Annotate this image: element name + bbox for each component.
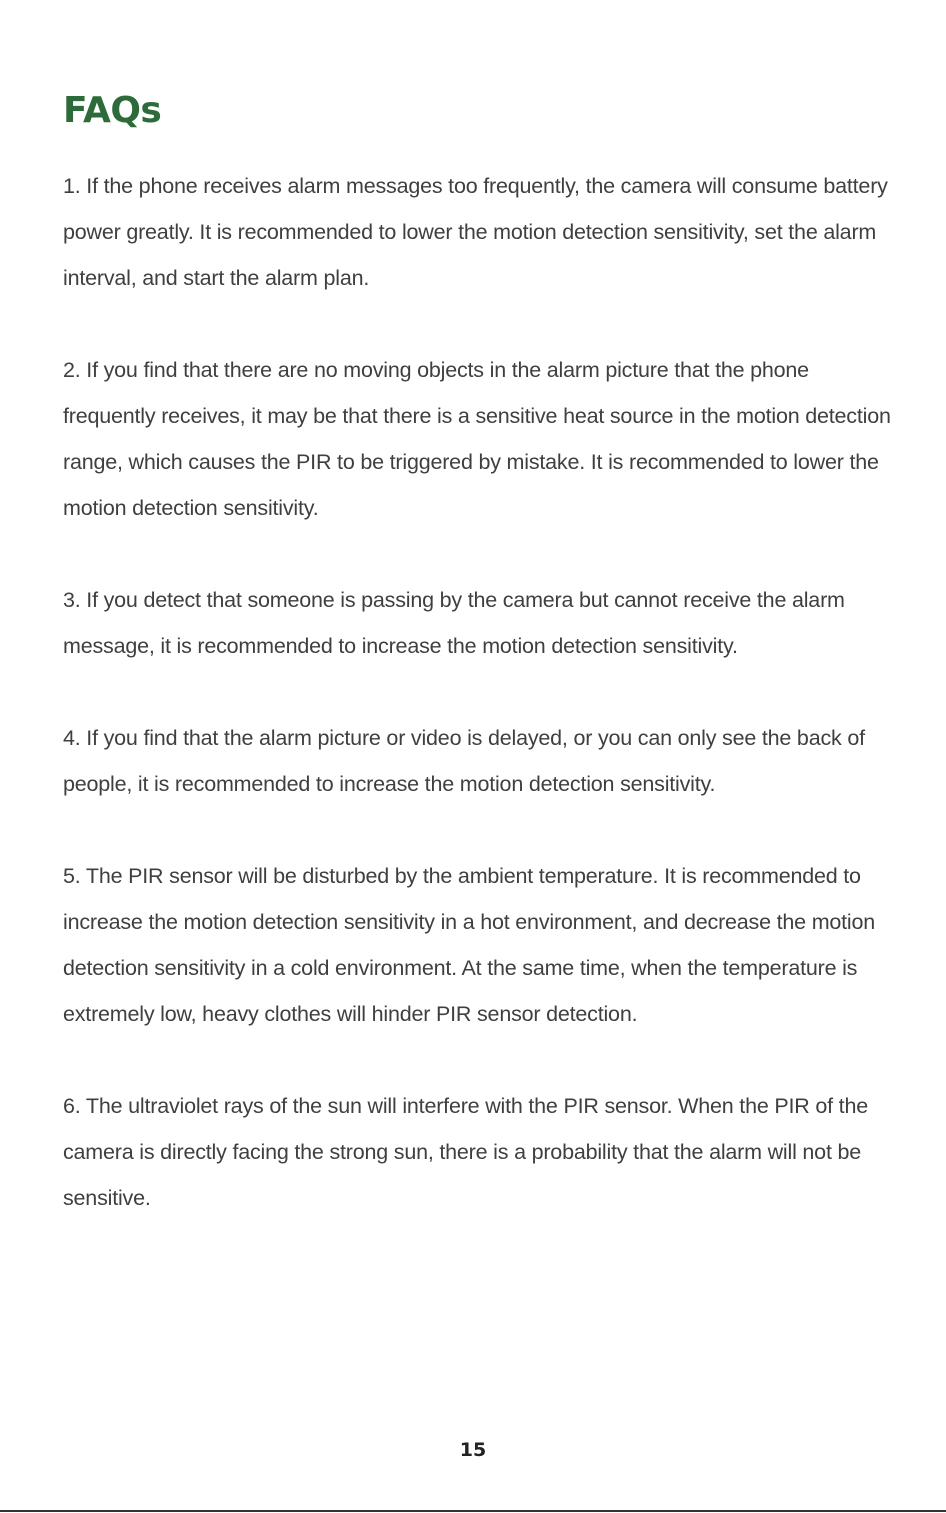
page-title: FAQs: [63, 90, 162, 131]
faq-item-5: 5. The PIR sensor will be disturbed by the ambient temperature. It is recommended to increase the motion detection sensitivity in a hot environment, and decrease the motion detection sensitivity in a cold environment. At the same time, when the temperature is extremely low, heavy clothes will hinder PIR sensor detection.: [63, 864, 876, 1026]
bottom-divider: [0, 1510, 946, 1512]
faq-item-4: 4. If you find that the alarm picture or video is delayed, or you can only see the back of people, it is recommended to increase the motion detection sensitivity.: [63, 726, 865, 796]
page-number: 15: [459, 1439, 487, 1461]
faq-item-2: 2. If you find that there are no moving objects in the alarm picture that the phone frequently receives, it may be that there is a sensitive heat source in the motion detection range, which causes the PIR to be triggered by mistake. It is recommended to lower the motion detection sensitivity.: [63, 358, 891, 520]
faq-item-3: 3. If you detect that someone is passing by the camera but cannot receive the alarm message, it is recommended to increase the motion detection sensitivity.: [63, 588, 845, 658]
faq-item-6: 6. The ultraviolet rays of the sun will interfere with the PIR sensor. When the PIR of the camera is directly facing the strong sun, there is a probability that the alarm will not be sensitive.: [63, 1094, 868, 1210]
faq-item-1: 1. If the phone receives alarm messages too frequently, the camera will consume battery power greatly. It is recommended to lower the motion detection sensitivity, set the alarm interval, and start the alarm plan.: [63, 174, 888, 290]
faq-list: [63, 163, 898, 1221]
